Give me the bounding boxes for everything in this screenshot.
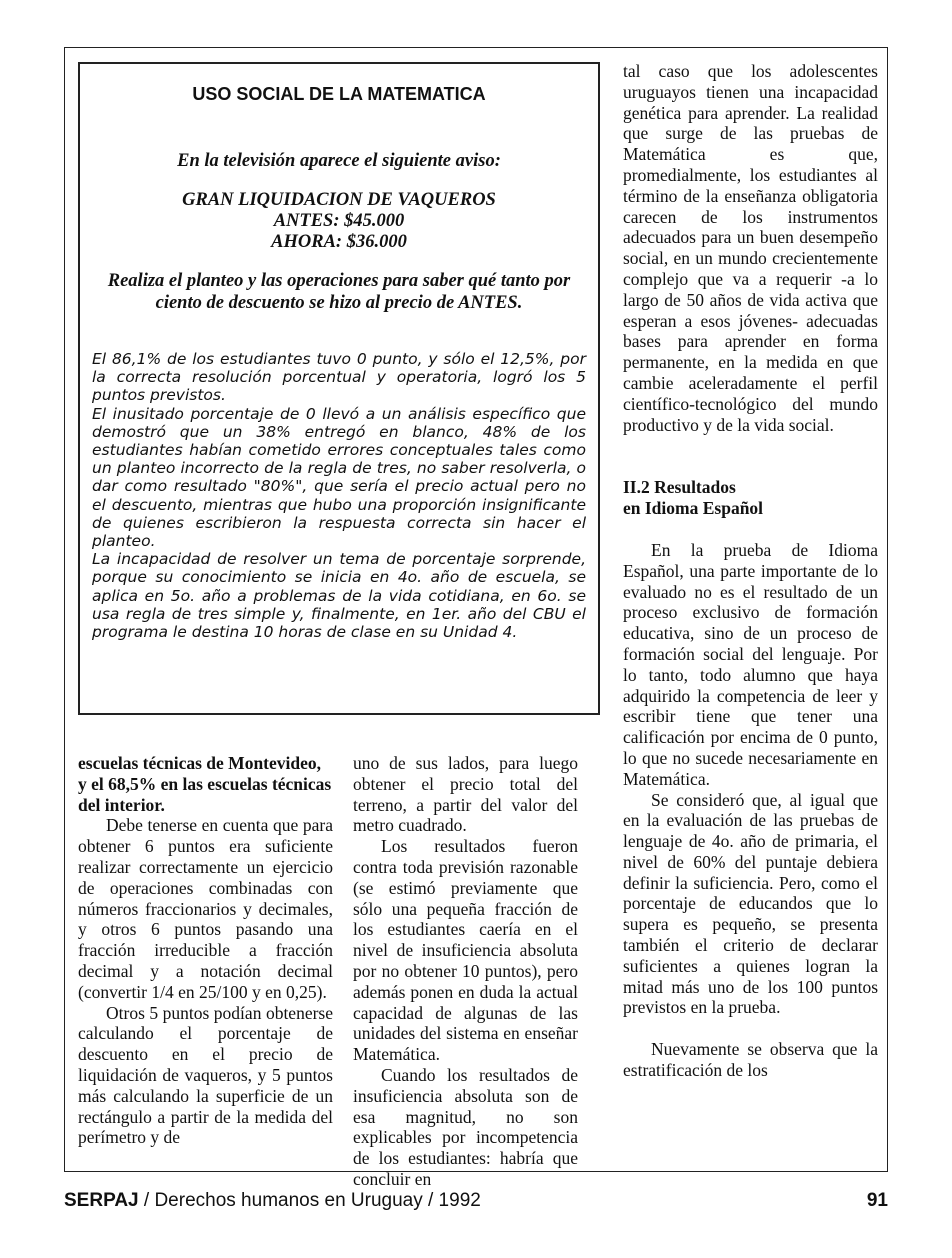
right-paragraph: Nuevamente se observa que la estratificación de los	[623, 1039, 878, 1081]
box-paragraph: El inusitado porcentaje de 0 llevó a un análisis específico que demostró que un 38% entregó en blanco, 48% de los estudiantes habían cometido errores conceptuales tales como un planteo incorrecto de la regla de tres, no saber resolverla, o dar como resultado "80%", que sería el precio actual pero no el descuento, mientras que hubo una proporción insignificante de quienes escribieron la respuesta correcta sin hacer el planteo.	[92, 404, 586, 551]
right-column	[623, 61, 878, 1081]
page-number: 91	[866, 1190, 888, 1211]
middle-paragraph: Cuando los resultados de insuficiencia absoluta son de esa magnitud, no son explicables por incompetencia de los estudiantes: habría que concluir en	[353, 1064, 578, 1189]
right-paragraph: tal caso que los adolescentes uruguayos tienen una incapacidad genética para aprender. La realidad que surge de las pruebas de Matemática es que, promedialmente, los estudiantes al término de la enseñanza obligatoria carecen de los instrumentos adecuados para un buen desempeño social, en un mundo crecientemente complejo que va a requerir -a lo largo de 50 años de vida activa que esperan a esos jóvenes- adecuadas bases para aprender en forma permanente, en la medida en que cambie aceleradamente el perfil científico-tecnológico del mundo productivo y de la vida social.	[623, 61, 878, 435]
offer-before-price: ANTES: $45.000	[273, 211, 405, 231]
page-footer	[64, 1190, 888, 1212]
offer-now-price: AHORA: $36.000	[271, 232, 407, 252]
spacer	[623, 1018, 878, 1039]
spacer	[623, 435, 878, 477]
box-title: USO SOCIAL DE LA MATEMATICA	[192, 84, 486, 104]
section-heading-line2: en Idioma Español	[623, 498, 764, 519]
box-intro: En la televisión aparece el siguiente aviso:	[177, 151, 501, 171]
middle-paragraph: Los resultados fueron contra toda previsión razonable (se estimó previamente que sólo una pequeña fracción de los estudiantes caería en el nivel de insuficiencia absoluta por no obtener 10 puntos), pero además ponen en duda la actual capacidad de algunas de las unidades del sistema en enseñar Matemática.	[353, 836, 578, 1065]
section-heading-line1: II.2 Resultados	[623, 477, 736, 498]
box-paragraph: La incapacidad de resolver un tema de porcentaje sorprende, porque su conocimiento se inicia en 4o. año de escuela, se aplica en 5o. año a problemas de la vida cotidiana, en 6o. se usa regla de tres simple y, finalmente, en 1er. año del CBU el programa le destina 10 horas de clase en su Unidad 4.	[92, 550, 586, 642]
offer-title: GRAN LIQUIDACION DE VAQUEROS	[182, 190, 496, 210]
middle-column	[353, 753, 578, 1190]
right-paragraph: En la prueba de Idioma Español, una parte importante de lo evaluado no es el resultado de un proceso exclusivo de formación educativa, sino de un proceso de formación social del lenguaje. Por lo tanto, todo alumno que haya adquirido la competencia de leer y escribir tiene que tener una calificación por encima de 0 punto, lo que no sucede necesariamente en Matemática.	[623, 539, 878, 789]
ad-offer	[92, 190, 586, 253]
left-paragraph: Debe tenerse en cuenta que para obtener 6 puntos era suficiente realizar correctamente un ejercicio de operaciones combinadas con números fraccionarios y decimales, y otros 6 puntos pasando una fracción irreducible a fracción decimal y a notación decimal (convertir 1/4 en 25/100 y en 0,25).	[78, 815, 333, 1002]
box-commentary	[92, 350, 586, 641]
left-lead-paragraph: escuelas técnicas de Montevideo, y el 68,5% en las escuelas técnicas del interior.	[78, 753, 332, 815]
left-column	[78, 753, 333, 1148]
math-exercise-box	[78, 62, 600, 715]
spacer	[623, 519, 878, 540]
middle-paragraph: uno de sus lados, para luego obtener el precio total del terreno, a partir del valor del metro cuadrado.	[353, 753, 578, 836]
footer-publisher: SERPAJ	[64, 1190, 139, 1211]
box-paragraph: El 86,1% de los estudiantes tuvo 0 punto, y sólo el 12,5%, por la correcta resolución porcentual y operatoria, logró los 5 puntos previstos.	[92, 350, 586, 405]
left-paragraph: Otros 5 puntos podían obtenerse calculando el porcentaje de descuento en el precio de liquidación de vaqueros, y 5 puntos más calculando la superficie de un rectángulo a partir de la medida del perímetro y de	[78, 1002, 333, 1148]
footer-title: / Derechos humanos en Uruguay / 1992	[138, 1190, 481, 1211]
box-task: Realiza el planteo y las operaciones para saber qué tanto por ciento de descuento se hizo al precio de ANTES.	[107, 271, 571, 313]
right-paragraph: Se consideró que, al igual que en la evaluación de las pruebas de lenguaje de 4o. año de primaria, el nivel de 60% del puntaje debiera definir la suficiencia. Pero, como el porcentaje de educandos que lo supera es pequeño, se presenta también el criterio de declarar suficientes a quienes logran la mitad más uno de los 100 puntos previstos en la prueba.	[623, 789, 878, 1018]
